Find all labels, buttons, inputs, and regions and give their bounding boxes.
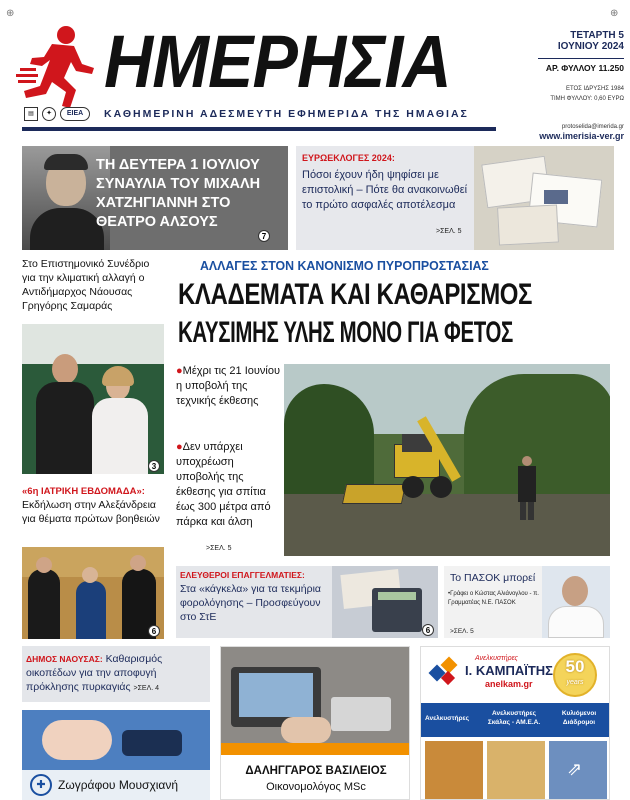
naousa-body: Καθαρισμός οικοπέδων για την αποφυγή πρόκλησης πυρκαγιάς [26,653,163,693]
elevator-logo-icon [431,659,457,685]
lead-kicker: ΑΛΛΑΓΕΣ ΣΤΟΝ ΚΑΝΟΝΙΣΜΟ ΠΥΡΟΠΡΟΣΤΑΣΙΑΣ [200,258,489,273]
accountant-name: ΔΑΛΗΓΓΑΡΟΣ ΒΑΣΙΛΕΙΟΣ [245,765,387,777]
freelance-page-badge: 6 [422,624,434,636]
runner-logo-icon [16,24,100,110]
elevator-photo-3 [549,741,607,800]
association-logo-icon: ▤ [24,107,38,121]
freelance-kicker: ΕΛΕΥΘΕΡΟΙ ΕΠΑΓΓΕΛΜΑΤΙΕΣ: [180,570,305,580]
freelance-text: Στα «κάγκελα» για τα τεκμήρια φορολόγησης – Προσφεύγουν στο ΣτΕ [180,583,322,623]
elevator-category-3: Κυλιόμενοι Διάδρομοι [561,710,597,726]
naousa-kicker: ΔΗΜΟΣ ΝΑΟΥΣΑΣ: [26,654,103,664]
medical-page-badge: 6 [148,625,160,637]
pasok-panel[interactable] [444,566,610,638]
anniversary-word: years [566,679,584,686]
anniversary-number: 50 [565,657,585,676]
masthead-website: www.imerisia-ver.gr [539,131,624,141]
freelance-panel[interactable] [176,566,438,638]
elevator-photo-2 [487,741,545,800]
issue-day: ΤΕΤΑΡΤΗ 5 [570,30,624,41]
pasok-title: Το ΠΑΣΟΚ μπορεί [450,572,536,584]
naousa-panel[interactable] [22,646,210,702]
anniversary-badge [553,653,597,697]
accountant-ad[interactable] [220,646,410,800]
pasok-page-ref: >ΣΕΛ. 5 [450,628,474,635]
eiea-badge: ΕΙΕΑ [60,107,90,121]
concert-panel[interactable] [22,146,288,250]
date-divider [538,58,624,59]
naousa-text [26,652,208,696]
doctor-ad[interactable] [22,710,210,800]
euro-panel[interactable] [296,146,614,250]
issue-date: ΙΟΥΝΙΟΥ 2024 [557,41,624,52]
medical-photo [22,547,164,639]
elevator-web: anelkam.gr [485,679,533,689]
masthead-email: protoselida@imerida.gr [561,124,624,130]
doctor-logo-icon: ✚ [30,774,52,796]
elevator-label-small: Ανελκυστήρες [475,655,518,662]
elevator-categories [421,703,610,737]
press-logo-icon: ✦ [42,107,56,121]
excavator-photo [284,364,610,556]
lead-headline-1: ΚΛΑΔΕΜΑΤΑ ΚΑΙ ΚΑΘΑΡΙΣΜΟΣ [178,278,533,311]
medical-kicker: «6η ΙΑΤΡΙΚΗ ΕΒΔΟΜΑΔΑ»: [22,486,145,497]
lead-bullet-2: ●Δεν υπάρχει υποχρέωση υποβολής της έκθεσης για σπίτια έως 300 μέτρα από πάρκα και άλση [176,441,271,528]
naousa-page-ref: >ΣΕΛ. 4 [133,685,160,692]
medical-text: Εκδήλωση στην Αλεξάνδρεια για θέματα πρώτων βοηθειών [22,499,160,525]
climate-text: Στο Επιστημονικό Συνέδριο για την κλιματική αλλαγή ο Αντιδήμαρχος Νάουσας Γρηγόρης Σαμαράς [22,258,150,312]
euro-page-ref: >ΣΕΛ. 5 [436,228,462,235]
elevator-ad[interactable] [420,646,610,800]
doctor-name: Ζωγράφου Μουσχιανή [58,778,179,792]
lead-bullet-1: ●Μέχρι τις 21 Ιουνίου η υποβολή της τεχνικής έκθεσης [176,365,280,407]
masthead [0,0,630,140]
masthead-rule [22,127,496,131]
registration-mark-right: ⊕ [610,8,619,19]
issue-number: ΑΡ. ΦΥΛΛΟΥ 11.250 [545,63,624,73]
accountant-title: Οικονομολόγος MSc [266,781,366,793]
masthead-title: ΗΜΕΡΗΣΙΑ [104,20,451,103]
issue-price: ΤΙΜΗ ΦΥΛΛΟΥ: 0,60 ΕΥΡΩ [550,96,624,102]
lead-headline-2: ΚΑΥΣΙΜΗΣ ΥΛΗΣ ΜΟΝΟ ΓΙΑ ΦΕΤΟΣ [178,316,513,349]
accountant-photo [221,647,410,755]
concert-headline: ΤΗ ΔΕΥΤΕΡΑ 1 ΙΟΥΛΙΟΥ ΣΥΝΑΥΛΙΑ ΤΟΥ ΜΙΧΑΛΗ ΧΑΤΖΗΓΙΑΝΝΗ ΣΤΟ ΘΕΑΤΡΟ ΑΛΣΟΥΣ [96,157,261,230]
lead-page-ref: >ΣΕΛ. 5 [206,545,232,552]
date-box [528,30,624,52]
pasok-caption: •Γράφει ο Κώστας Αλιάνογλου - π. Γραμματέας Ν.Ε. ΠΑΣΟΚ [448,591,539,606]
concert-page-badge: 7 [258,230,270,242]
envelopes-photo [474,146,614,250]
founded-year: ΕΤΟΣ ΙΔΡΥΣΗΣ 1984 [565,86,624,92]
masthead-tagline: ΚΑΘΗΜΕΡΙΝΗ ΑΔΕΣΜΕΥΤΗ ΕΦΗΜΕΡΙΔΑ ΤΗΣ ΗΜΑΘΙΑΣ [104,108,469,120]
elevator-company: Ι. ΚΑΜΠΑΪΤΗΣ [465,663,553,678]
elevator-photo-1 [425,741,483,800]
escalator-icon: ⇗ [567,759,583,779]
euro-kicker: ΕΥΡΩΕΚΛΟΓΕΣ 2024: [302,153,395,163]
climate-photo [22,324,164,474]
bullet-dot-icon: ● [176,365,183,377]
elevator-category-2: Ανελκυστήρες Σκάλας - ΑΜ.Ε.Α. [487,710,541,726]
pasok-portrait [542,566,610,638]
registration-mark-left: ⊕ [6,8,15,19]
elevator-category-1: Ανελκυστήρες [425,715,469,722]
climate-page-badge: 3 [148,460,160,472]
euro-text: Πόσοι έχουν ήδη ψηφίσει με επιστολική – Πότε θα ανακοινωθεί το πρώτο ασφαλές αποτέλεσμα [302,169,468,211]
bullet-dot-icon: ● [176,441,183,453]
